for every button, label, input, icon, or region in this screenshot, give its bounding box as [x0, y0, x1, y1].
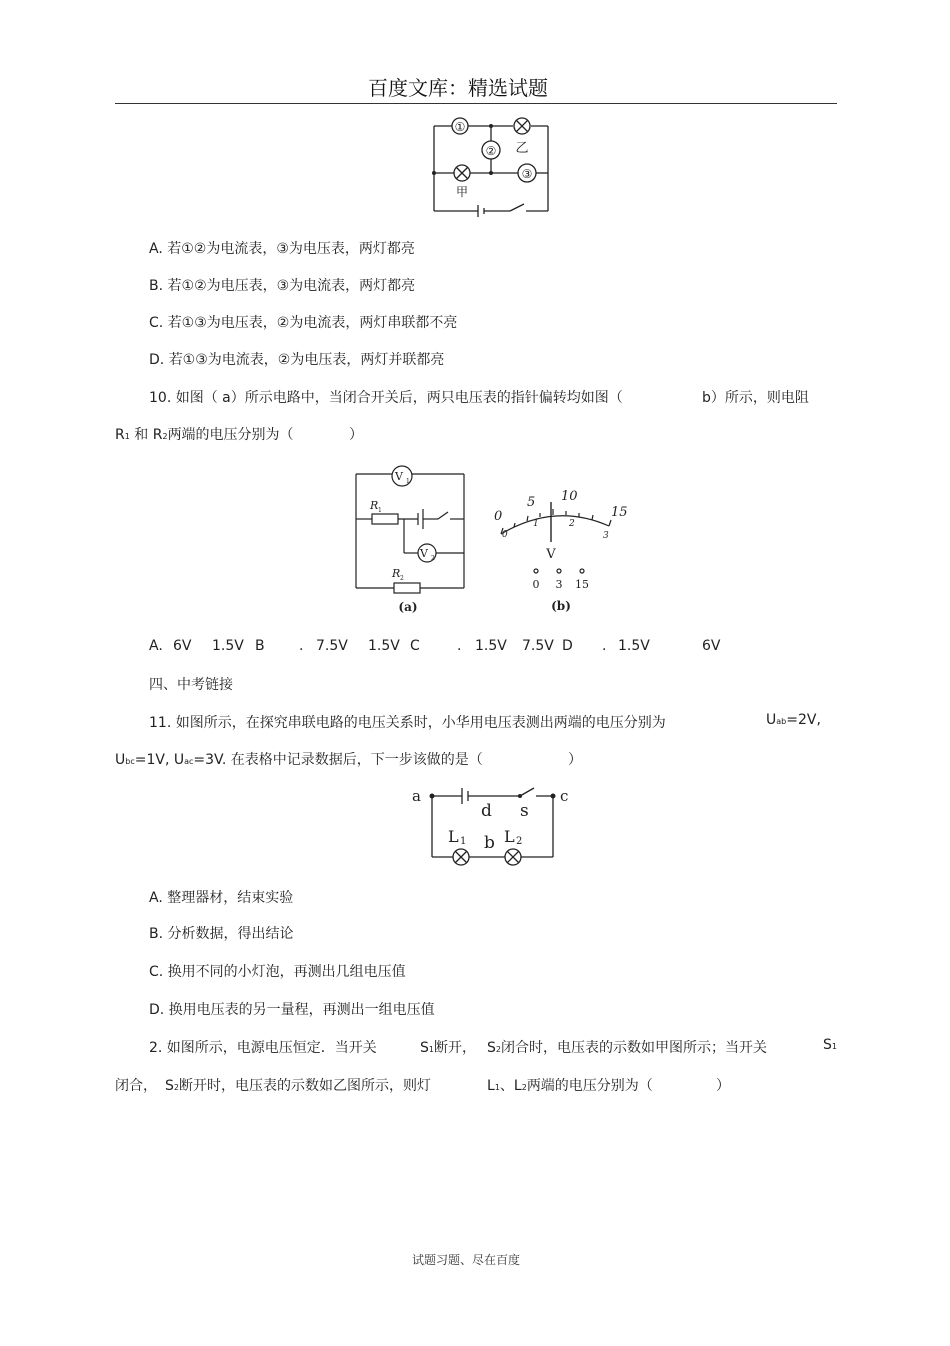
q10-option-d-letter: D — [562, 638, 573, 654]
q10-option-a-v1: 6V — [173, 638, 192, 654]
lamp-l1-subscript: 1 — [460, 836, 467, 847]
q11-option-c: C. 换用不同的小灯泡，再测出几组电压值 — [149, 964, 406, 980]
option-letter: D. — [149, 352, 165, 368]
q10-option-a-letter: A. — [149, 638, 163, 654]
lamp-jia-label: 甲 — [455, 185, 469, 199]
option-letter: A. — [149, 241, 163, 257]
q11-option-b: B. 分析数据，得出结论 — [149, 926, 294, 942]
q10-option-c-dot: . — [457, 638, 462, 654]
q9-option-c — [149, 312, 457, 332]
q12-stem-line1-start: 2. 如图所示，电源电压恒定．当开关 — [149, 1040, 377, 1056]
q11-option-d: D. 换用电压表的另一量程，再测出一组电压值 — [149, 1002, 435, 1018]
option-letter: B. — [149, 278, 164, 294]
q9-option-d — [149, 349, 444, 369]
header-rule — [115, 103, 837, 104]
lamp-l2-label: L — [504, 827, 515, 846]
q9-option-a — [149, 238, 415, 258]
q11-series-circuit-diagram — [408, 782, 578, 866]
q12-answer-paren-close: ） — [716, 1078, 730, 1094]
q10-option-b-letter: B — [255, 638, 265, 654]
node-a-label: a — [412, 787, 421, 805]
q10-stem-line1-end: b）所示，则电阻 — [702, 390, 809, 406]
scale-bottom-1: 1 — [533, 519, 539, 529]
q11-option-a: A. 整理器材，结束实验 — [149, 890, 294, 906]
terminal-15: 15 — [575, 578, 589, 591]
scale-top-0: 0 — [494, 509, 503, 524]
meter-3-label: ③ — [521, 167, 533, 181]
v2-label: V — [420, 547, 428, 560]
q10-option-d-dot: . — [602, 638, 607, 654]
option-text: 若①②为电流表，③为电压表，两灯都亮 — [167, 241, 415, 257]
q10-option-b-v2: 1.5V — [368, 638, 400, 654]
node-d-label: d — [481, 801, 492, 821]
q10-option-a-v2: 1.5V — [212, 638, 244, 654]
scale-top-15: 15 — [611, 505, 628, 520]
option-text: 若①③为电压表，②为电流表，两灯串联都不亮 — [167, 315, 458, 331]
q10-stem-line2: R1 和 R2两端的电压分别为（ — [115, 427, 294, 443]
q10-voltmeter-dial-b — [485, 484, 635, 616]
q10-answer-paren-close: ） — [349, 427, 363, 443]
q10-option-b-dot: . — [299, 638, 304, 654]
r2-label: R — [392, 567, 401, 580]
dial-unit-v: V — [546, 547, 556, 562]
q11-stem-line2: Ubc=1V, Uac=3V. 在表格中记录数据后，下一步该做的是（ — [115, 752, 483, 768]
q12-stem-line2-start: 闭合， — [115, 1078, 157, 1094]
lamp-yi-label: 乙 — [515, 141, 529, 156]
q10-option-d-v1: 1.5V — [618, 638, 650, 654]
q10-option-c-v1: 1.5V — [475, 638, 507, 654]
q10-option-b-v1: 7.5V — [316, 638, 348, 654]
scale-bottom-2: 2 — [569, 519, 575, 529]
v2-subscript: 2 — [431, 555, 435, 562]
r1-label: R — [370, 499, 379, 512]
q11-answer-paren-close: ） — [568, 752, 582, 768]
lamp-l1-label: L — [448, 827, 459, 846]
terminal-3: 3 — [555, 578, 563, 591]
option-text: 若①②为电压表，③为电流表，两灯都亮 — [167, 278, 416, 294]
v1-label: V — [395, 470, 403, 483]
terminal-0: 0 — [532, 578, 540, 591]
q10-option-d-v2: 6V — [702, 638, 721, 654]
meter-1-label: ① — [454, 120, 466, 134]
switch-s-label: s — [520, 801, 529, 821]
q10-stem-line1: 10. 如图（ a）所示电路中，当闭合开关后，两只电压表的指针偏转均如图（ — [149, 390, 623, 406]
lamp-l2-subscript: 2 — [516, 836, 523, 847]
q10-option-c-letter: C — [410, 638, 420, 654]
scale-top-5: 5 — [527, 495, 536, 510]
q10-option-c-v2: 7.5V — [522, 638, 554, 654]
q12-stem-lamps: L1、L2两端的电压分别为（ — [487, 1078, 653, 1094]
q12-stem-s2: S2闭合时，电压表的示数如甲图所示；当开关 — [487, 1040, 767, 1056]
q12-stem-s1: S1断开， — [420, 1040, 476, 1056]
section-title: 四、中考链接 — [149, 677, 233, 693]
q9-circuit-diagram — [430, 112, 555, 218]
scale-top-10: 10 — [561, 489, 578, 504]
node-b-label: b — [484, 833, 495, 853]
option-text: 若①③为电流表，②为电压表，两灯并联都亮 — [168, 352, 445, 368]
r2-subscript: 2 — [400, 575, 404, 582]
caption-b: (b) — [551, 599, 571, 613]
q11-uab: Uab=2V, — [766, 712, 821, 728]
scale-bottom-0: 0 — [502, 530, 508, 540]
page-footer: 试题习题、尽在百度 — [412, 1253, 521, 1267]
scale-bottom-3: 3 — [603, 531, 609, 541]
q11-stem-line1: 11. 如图所示，在探究串联电路的电压关系时，小华用电压表测出两端的电压分别为 — [149, 715, 666, 731]
page-header-title: 百度文库：精选试题 — [368, 76, 548, 100]
r1-subscript: 1 — [378, 507, 382, 514]
caption-a: (a) — [398, 600, 418, 614]
meter-2-label: ② — [485, 144, 497, 158]
node-c-label: c — [560, 787, 569, 805]
v1-subscript: 1 — [406, 478, 410, 485]
q12-stem-s2-b: S2断开时，电压表的示数如乙图所示，则灯 — [165, 1078, 431, 1094]
q9-option-b — [149, 275, 415, 295]
q10-circuit-a — [352, 462, 470, 616]
q12-stem-s1-b: S1 — [823, 1037, 837, 1053]
option-letter: C. — [149, 315, 164, 331]
